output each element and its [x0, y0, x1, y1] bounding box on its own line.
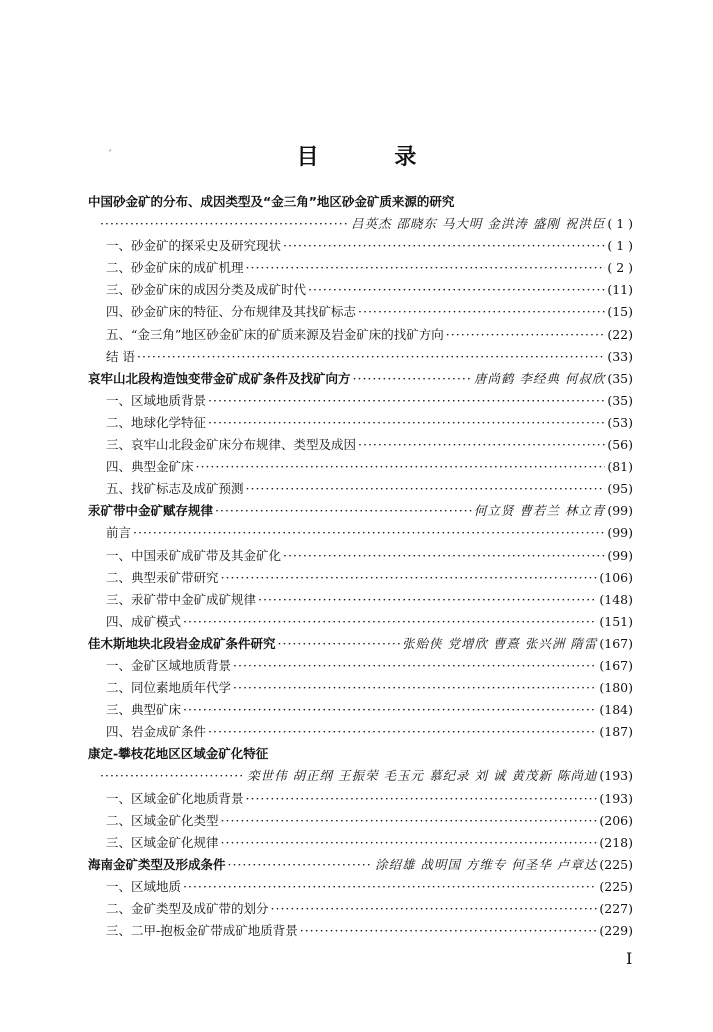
dot-leader: [233, 655, 597, 677]
dot-leader: [246, 478, 606, 500]
toc-page-number: (95): [607, 481, 633, 497]
toc-entry-title: 四、岩金成矿条件: [106, 724, 207, 740]
toc-page-number: (225): [599, 878, 633, 894]
toc-entry-row: [88, 522, 633, 544]
dot-leader: [308, 279, 605, 301]
toc-entry-row: [88, 567, 633, 589]
toc-section-row: [88, 633, 633, 655]
dot-leader: [283, 545, 605, 567]
toc-section-row: [88, 191, 633, 213]
toc-entry-row: [88, 677, 633, 699]
toc-authors: 栾世伟 胡正纲 王振荣 毛玉元 慕纪录 刘 诚 黄茂新 陈尚迪: [247, 768, 598, 784]
toc-page-number: ( 1 ): [607, 216, 633, 232]
toc-entry-row: [88, 788, 633, 810]
toc-entry-row: [88, 257, 633, 279]
dot-leader: [215, 500, 472, 522]
toc-page-number: (106): [599, 569, 633, 585]
toc-page-number: (81): [607, 459, 633, 475]
toc-page-number: (225): [599, 856, 633, 872]
toc-entry-row: [88, 589, 633, 611]
toc-page-number: (35): [607, 370, 633, 386]
toc-entry-title: 二、同位素地质年代学: [106, 680, 232, 696]
toc-page-number: (193): [599, 790, 633, 806]
toc-entry-title: 结 语: [106, 348, 135, 364]
dot-leader: [283, 235, 605, 257]
toc-author-row: [88, 213, 633, 235]
toc-entry-row: [88, 434, 633, 456]
toc-entry-title: 前言: [106, 525, 132, 541]
toc-page-number: (99): [607, 547, 633, 563]
toc-page-number: (180): [599, 680, 633, 696]
toc-entry-row: [88, 832, 633, 854]
toc-authors: 张贻侠 党增欣 曹熹 张兴洲 隋雷: [401, 635, 598, 651]
dot-leader: [246, 257, 606, 279]
dot-leader: [258, 589, 597, 611]
toc-entry-title: 三、砂金矿床的成因分类及成矿时代: [106, 282, 307, 298]
toc-page-number: (11): [607, 282, 633, 298]
toc-entry-title: 一、中国汞矿成矿带及其金矿化: [106, 547, 282, 563]
toc-section-row: [88, 500, 633, 522]
toc-entry-title: 二、区域金矿化类型: [106, 812, 219, 828]
toc-page-number: (53): [607, 414, 633, 430]
toc-entry-title: 一、金矿区域地质背景: [106, 657, 232, 673]
dot-leader: [221, 832, 598, 854]
toc-entry-title: 三、哀牢山北段金矿床分布规律、类型及成因: [106, 437, 357, 453]
toc-authors: 吕英杰 邵晓东 马大明 金洪涛 盛刚 祝洪臣: [350, 216, 606, 232]
toc-entry-title: 三、二甲-抱板金矿带成矿地质背景: [106, 923, 298, 939]
toc-entry-title: 二、地球化学特征: [106, 414, 207, 430]
toc-entry-title: 五、“金三角”地区砂金矿床的矿质来源及岩金矿床的找矿方向: [106, 326, 444, 342]
toc-page-number: (218): [599, 834, 633, 850]
toc-entry-row: [88, 810, 633, 832]
toc-entry-title: 一、砂金矿的探采史及研究现状: [106, 238, 282, 254]
toc-page-number: (15): [607, 304, 633, 320]
dot-leader: [246, 788, 598, 810]
toc-entry-title: 一、区域金矿化地质背景: [106, 790, 244, 806]
toc-entry-row: [88, 390, 633, 412]
toc-section-title: 哀牢山北段构造蚀变带金矿成矿条件及找矿向方: [88, 370, 351, 386]
dot-leader: [233, 677, 597, 699]
toc-page-number: (184): [599, 702, 633, 718]
dot-leader: [208, 412, 605, 434]
toc-section-row: [88, 743, 633, 765]
toc-authors: 唐尚鹤 李经典 何叔欣: [473, 370, 606, 386]
toc-entry-row: [88, 721, 633, 743]
scan-mark: ´: [107, 150, 112, 161]
dot-leader: [183, 611, 597, 633]
toc-entry-row: [88, 699, 633, 721]
toc-page-number: ( 2 ): [607, 260, 633, 276]
toc-author-row: [88, 765, 633, 787]
dot-leader: [271, 898, 598, 920]
toc-page-number: (151): [599, 613, 633, 629]
page-folio: I: [626, 949, 633, 968]
dot-leader: [278, 633, 400, 655]
toc-entry-title: 一、区域地质: [106, 878, 182, 894]
dot-leader: [300, 920, 598, 942]
toc-entry-row: [88, 655, 633, 677]
dot-leader: [183, 699, 597, 721]
dot-leader: [221, 810, 598, 832]
toc-entry-title: 二、金矿类型及成矿带的划分: [106, 901, 269, 916]
toc-page-number: (99): [607, 503, 633, 519]
toc-page-number: (193): [599, 768, 633, 784]
toc-entry-row: [88, 898, 633, 920]
toc-entry-row: [88, 478, 633, 500]
toc-entry-row: [88, 412, 633, 434]
toc-page-number: (227): [599, 901, 633, 916]
dot-leader: [100, 213, 349, 235]
toc-entry-title: 四、典型金矿床: [106, 459, 194, 475]
dot-leader: [208, 721, 597, 743]
toc-entry-title: 一、区域地质背景: [106, 392, 207, 408]
toc-entry-title: 三、汞矿带中金矿成矿规律: [106, 591, 257, 607]
dot-leader: [358, 301, 605, 323]
toc-page-number: (99): [607, 525, 633, 541]
toc-page-number: (148): [599, 591, 633, 607]
dot-leader: [133, 522, 605, 544]
toc-entry-title: 五、找矿标志及成矿预测: [106, 481, 244, 497]
toc-section-row: [88, 368, 633, 390]
toc-page-number: (229): [599, 923, 633, 939]
toc-entry-row: [88, 324, 633, 346]
dot-leader: [137, 346, 605, 368]
toc-page-number: (22): [607, 326, 633, 342]
toc-page-number: (206): [599, 812, 633, 828]
toc-page-number: ( 1 ): [607, 238, 633, 254]
toc-page-number: (167): [599, 635, 633, 651]
table-of-contents: [88, 191, 633, 942]
toc-section-title: 汞矿带中金矿赋存规律: [88, 503, 214, 519]
toc-entry-row: [88, 456, 633, 478]
toc-entry-title: 三、区域金矿化规律: [106, 834, 219, 850]
toc-entry-row: [88, 235, 633, 257]
toc-entry-row: [88, 920, 633, 942]
toc-entry-row: [88, 545, 633, 567]
dot-leader: [183, 876, 597, 898]
toc-entry-title: 四、砂金矿床的特征、分布规律及其找矿标志: [106, 304, 357, 320]
dot-leader: [100, 765, 245, 787]
toc-page-number: (167): [599, 657, 633, 673]
dot-leader: [353, 368, 472, 390]
toc-section-title: 康定-攀枝花地区区域金矿化特征: [88, 746, 269, 762]
dot-leader: [208, 390, 605, 412]
toc-page-number: (33): [607, 348, 633, 364]
dot-leader: [446, 324, 606, 346]
toc-page-number: (35): [607, 392, 633, 408]
dot-leader: [228, 854, 373, 876]
page-title: 目 录: [296, 145, 451, 170]
toc-section-row: [88, 854, 633, 876]
toc-entry-title: 二、砂金矿床的成矿机理: [106, 260, 244, 276]
toc-entry-title: 二、典型汞矿带研究: [106, 569, 219, 585]
dot-leader: [358, 434, 605, 456]
toc-entry-row: [88, 611, 633, 633]
toc-entry-row: [88, 876, 633, 898]
toc-section-title: 海南金矿类型及形成条件: [88, 856, 226, 872]
toc-page-number: (56): [607, 437, 633, 453]
toc-entry-row: [88, 279, 633, 301]
toc-section-title: 佳木斯地块北段岩金成矿条件研究: [88, 635, 276, 651]
toc-authors: 何立贤 曹若兰 林立青: [473, 503, 606, 519]
dot-leader: [221, 567, 598, 589]
toc-entry-row: [88, 301, 633, 323]
toc-authors: 涂绍雄 战明国 方维专 何圣华 卢章达: [374, 856, 598, 872]
toc-page-number: (187): [599, 724, 633, 740]
toc-entry-title: 四、成矿模式: [106, 613, 182, 629]
toc-entry-title: 三、典型矿床: [106, 702, 182, 718]
toc-entry-row: [88, 346, 633, 368]
toc-section-title: 中国砂金矿的分布、成因类型及“金三角”地区砂金矿质来源的研究: [88, 194, 455, 209]
dot-leader: [196, 456, 606, 478]
